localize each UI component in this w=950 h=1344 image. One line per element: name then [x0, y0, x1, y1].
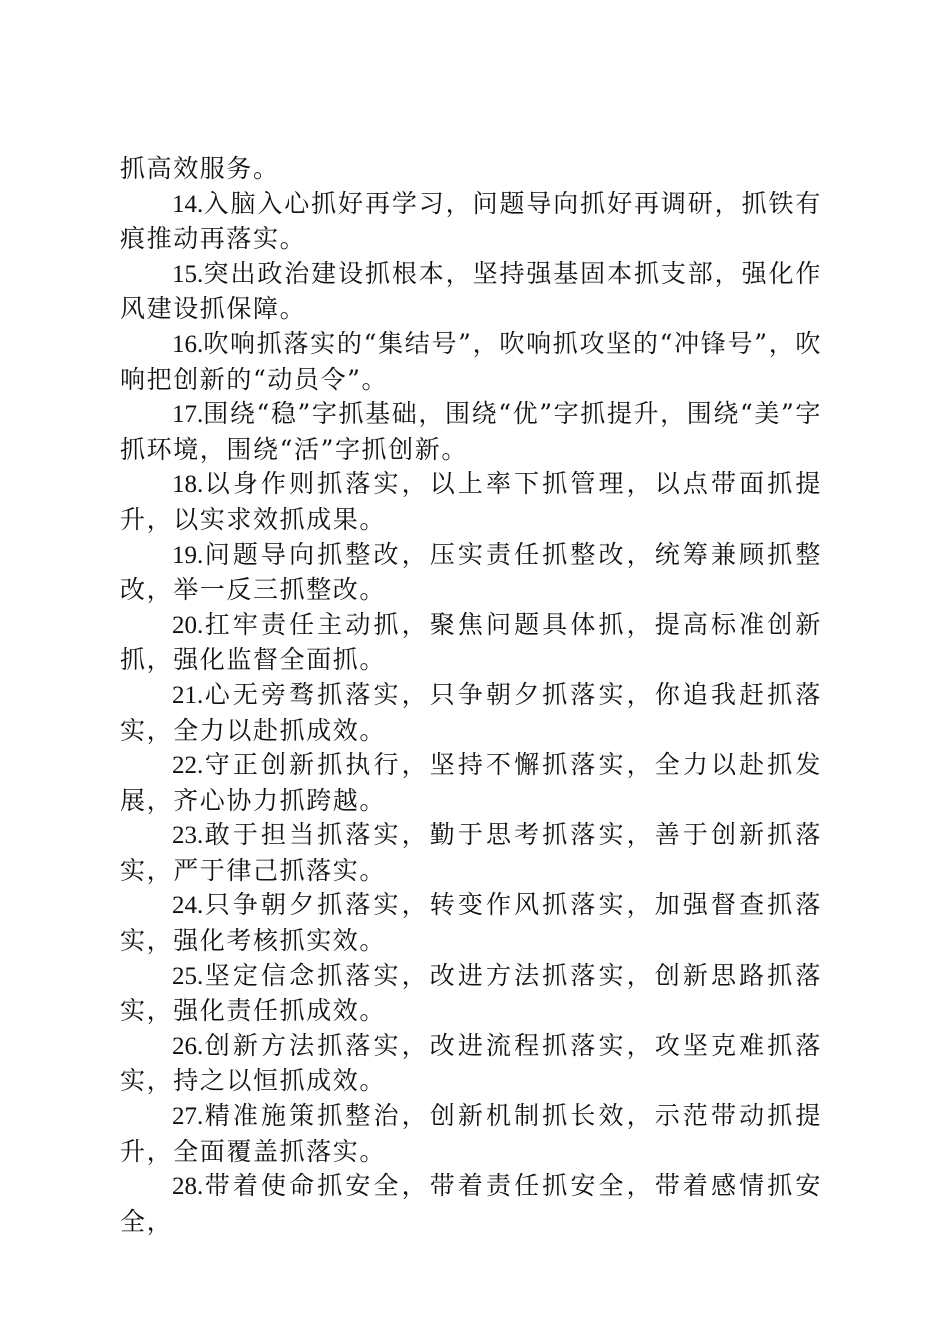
item-text: 坚定信念抓落实，改进方法抓落实，创新思路抓落实，强化责任抓成效。	[120, 960, 822, 1026]
item-number: 21.	[172, 681, 204, 709]
list-item	[120, 257, 822, 327]
list-item	[120, 748, 822, 818]
item-text: 创新方法抓落实，改进流程抓落实，攻坚克难抓落实，持之以恒抓成效。	[120, 1030, 822, 1096]
item-number: 14.	[172, 190, 204, 218]
item-number: 24.	[172, 892, 204, 920]
list-item	[120, 467, 822, 537]
list-item	[120, 1099, 822, 1169]
list-item	[120, 608, 822, 678]
list-item	[120, 538, 822, 608]
list-item	[120, 327, 822, 397]
list-item	[120, 818, 822, 888]
item-text: 以身作则抓落实，以上率下抓管理，以点带面抓提升，以实求效抓成果。	[120, 469, 822, 534]
continuation-paragraph: 抓高效服务。	[120, 154, 280, 183]
list-item	[120, 888, 822, 958]
item-text: 突出政治建设抓根本，坚持强基固本抓支部，强化作风建设抓保障。	[120, 258, 822, 324]
item-number: 20.	[172, 611, 204, 639]
item-text: 守正创新抓执行，坚持不懈抓落实，全力以赴抓发展，齐心协力抓跨越。	[120, 750, 822, 815]
item-number: 17.	[172, 401, 204, 429]
list-item	[120, 1169, 822, 1239]
item-number: 26.	[172, 1032, 204, 1060]
item-text: 带着使命抓安全，带着责任抓安全，带着感情抓安全，	[120, 1171, 822, 1236]
item-text: 精准施策抓整治，创新机制抓长效，示范带动抓提升，全面覆盖抓落实。	[120, 1101, 822, 1166]
item-text: 心无旁骛抓落实，只争朝夕抓落实，你追我赶抓落实，全力以赴抓成效。	[120, 679, 822, 745]
item-number: 19.	[172, 541, 204, 569]
item-text: 扛牢责任主动抓，聚焦问题具体抓，提高标准创新抓，强化监督全面抓。	[120, 609, 822, 675]
list-item	[120, 1029, 822, 1099]
list-item	[120, 397, 822, 467]
list-item	[120, 959, 822, 1029]
item-number: 18.	[172, 471, 204, 499]
item-text: 敢于担当抓落实，勤于思考抓落实，善于创新抓落实，严于律己抓落实。	[120, 820, 822, 885]
item-number: 25.	[172, 962, 204, 990]
item-text: 围绕“稳”字抓基础，围绕“优”字抓提升，围绕“美”字抓环境，围绕“活”字抓创新。	[120, 399, 822, 464]
item-number: 15.	[172, 260, 204, 288]
item-text: 只争朝夕抓落实，转变作风抓落实，加强督查抓落实，强化考核抓实效。	[120, 890, 822, 956]
item-number: 16.	[172, 330, 204, 358]
list-item	[120, 678, 822, 748]
item-number: 22.	[172, 752, 204, 780]
item-text: 问题导向抓整改，压实责任抓整改，统筹兼顾抓整改，举一反三抓整改。	[120, 539, 822, 605]
item-number: 23.	[172, 822, 204, 850]
item-text: 吹响抓落实的“集结号”，吹响抓攻坚的“冲锋号”，吹响把创新的“动员令”。	[120, 328, 822, 394]
item-number: 27.	[172, 1103, 204, 1131]
item-text: 入脑入心抓好再学习，问题导向抓好再调研，抓铁有痕推动再落实。	[120, 188, 822, 254]
document-page	[120, 152, 822, 1239]
item-number: 28.	[172, 1173, 204, 1201]
list-item	[120, 187, 822, 257]
